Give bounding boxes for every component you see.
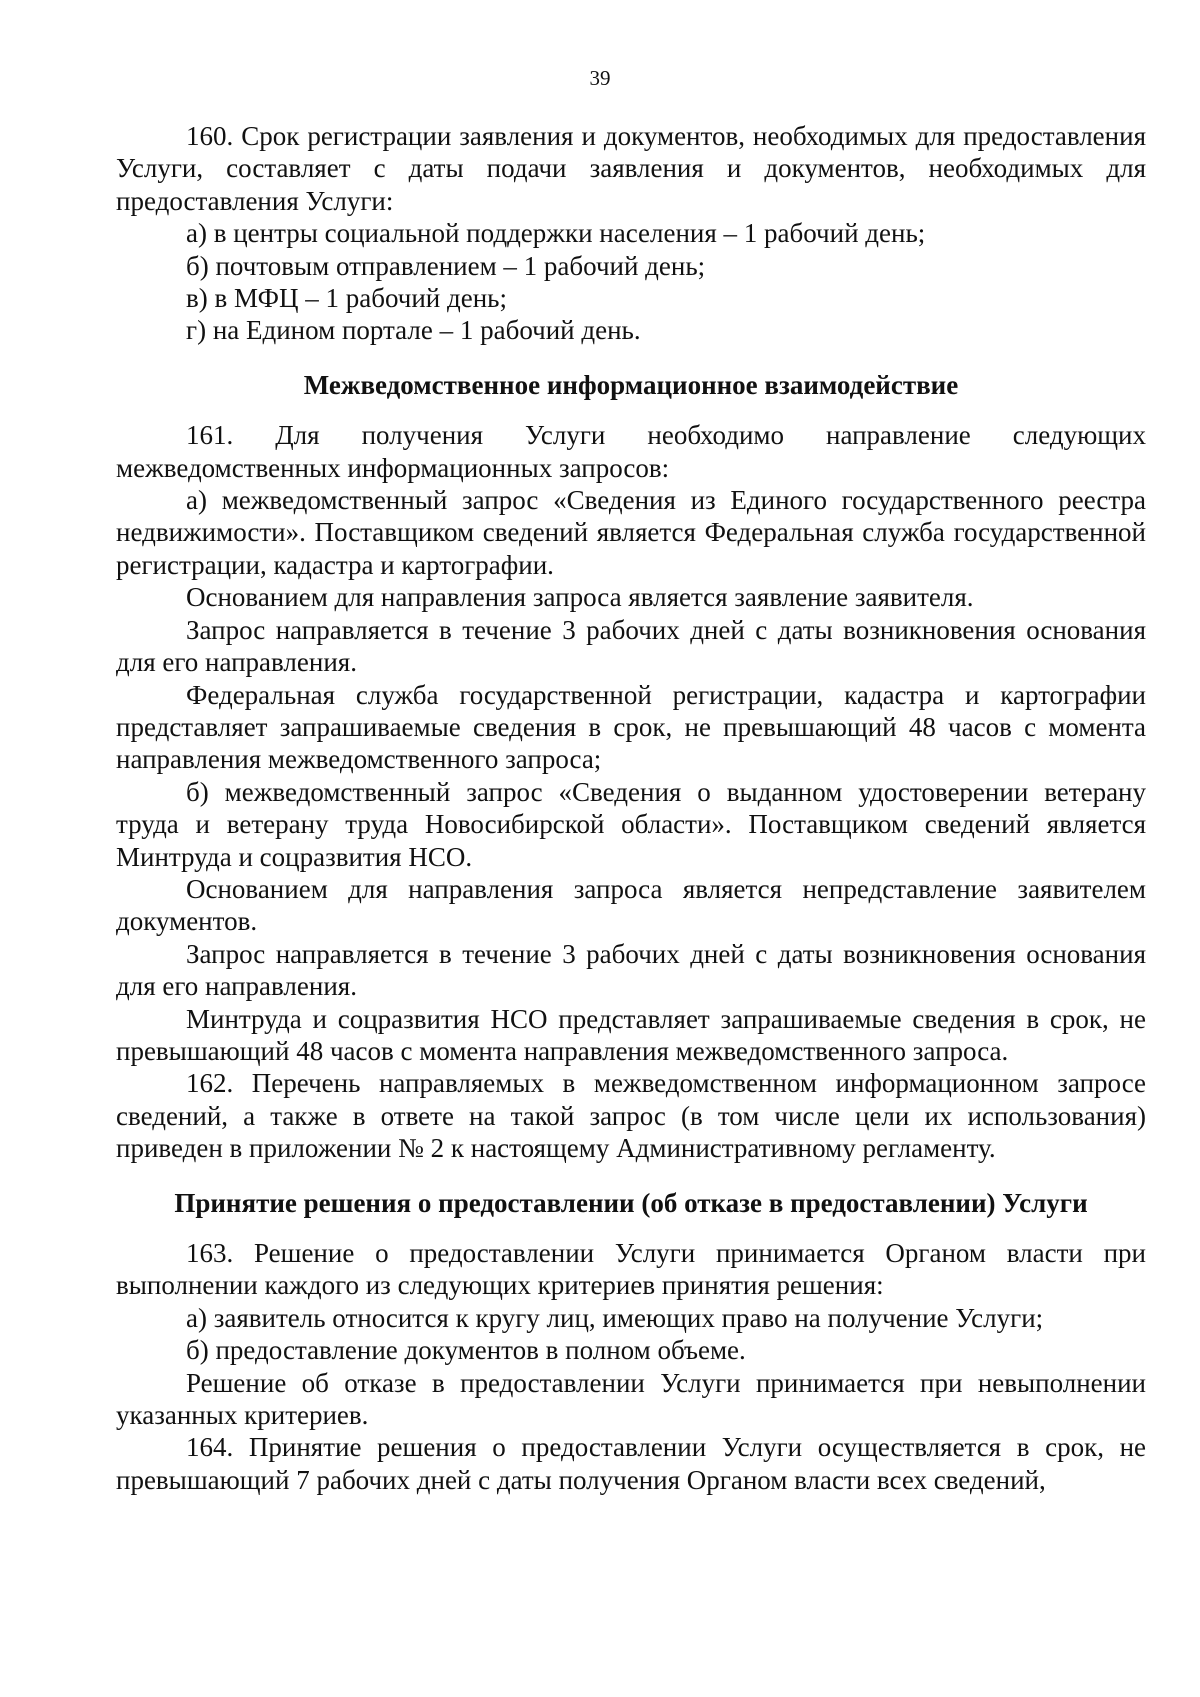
- page-number: 39: [589, 66, 611, 90]
- list-item: в) в МФЦ – 1 рабочий день;: [186, 283, 507, 314]
- section-heading-decision: Принятие решения о предоставлении (об отказе в предоставлении) Услуги: [174, 1187, 1088, 1218]
- paragraph: Минтруда и соцразвития НСО представляет запрашиваемые сведения в срок, не превышающий 48 часов с момента направления межведомственного запроса.: [116, 1003, 1146, 1066]
- paragraph: Запрос направляется в течение 3 рабочих дней с даты возникновения основания для его направления.: [116, 614, 1146, 678]
- list-item: б) почтовым отправлением – 1 рабочий день;: [186, 250, 706, 281]
- paragraph-162: 162. Перечень направляемых в межведомственном информационном запросе сведений, а также в ответе на такой запрос (в том числе цели их использования) приведен в приложении № 2 к настоящему Административному регламенту.: [116, 1068, 1146, 1164]
- list-item: а) в центры социальной поддержки населения – 1 рабочий день;: [186, 218, 926, 249]
- list-item: б) предоставление документов в полном объеме.: [186, 1335, 746, 1366]
- section-heading-interagency: Межведомственное информационное взаимодействие: [303, 369, 959, 400]
- document-body: [116, 120, 1146, 1496]
- paragraph: Федеральная служба государственной регистрации, кадастра и картографии представляет запрашиваемые сведения в срок, не превышающий 48 часов с момента направления межведомственного запроса;: [116, 679, 1146, 775]
- paragraph: Запрос направляется в течение 3 рабочих дней с даты возникновения основания для его направления.: [116, 938, 1146, 1002]
- paragraph-160: 160. Срок регистрации заявления и документов, необходимых для предоставления Услуги, составляет с даты подачи заявления и документов, необходимых для предоставления Услуги:: [116, 121, 1146, 216]
- paragraph: Основанием для направления запроса является непредставление заявителем документов.: [116, 873, 1146, 937]
- paragraph-161: 161. Для получения Услуги необходимо направление следующих межведомственных информационных запросов:: [116, 420, 1146, 483]
- paragraph-164: 164. Принятие решения о предоставлении Услуги осуществляется в срок, не превышающий 7 рабочих дней с даты получения Органом власти всех сведений,: [116, 1432, 1146, 1495]
- paragraph: а) межведомственный запрос «Сведения из Единого государственного реестра недвижимости». Поставщиком сведений является Федеральная служба государственной регистрации, кадастра и картографии.: [116, 485, 1146, 580]
- list-item: г) на Едином портале – 1 рабочий день.: [186, 315, 641, 346]
- list-item: а) заявитель относится к кругу лиц, имеющих право на получение Услуги;: [186, 1302, 1044, 1333]
- paragraph: Решение об отказе в предоставлении Услуги принимается при невыполнении указанных критериев.: [116, 1367, 1146, 1431]
- paragraph-163: 163. Решение о предоставлении Услуги принимается Органом власти при выполнении каждого из следующих критериев принятия решения:: [116, 1238, 1146, 1301]
- paragraph: б) межведомственный запрос «Сведения о выданном удостоверении ветерану труда и ветерану труда Новосибирской области». Поставщиком сведений является Минтруда и соцразвития НСО.: [116, 776, 1146, 872]
- paragraph: Основанием для направления запроса является заявление заявителя.: [186, 582, 974, 613]
